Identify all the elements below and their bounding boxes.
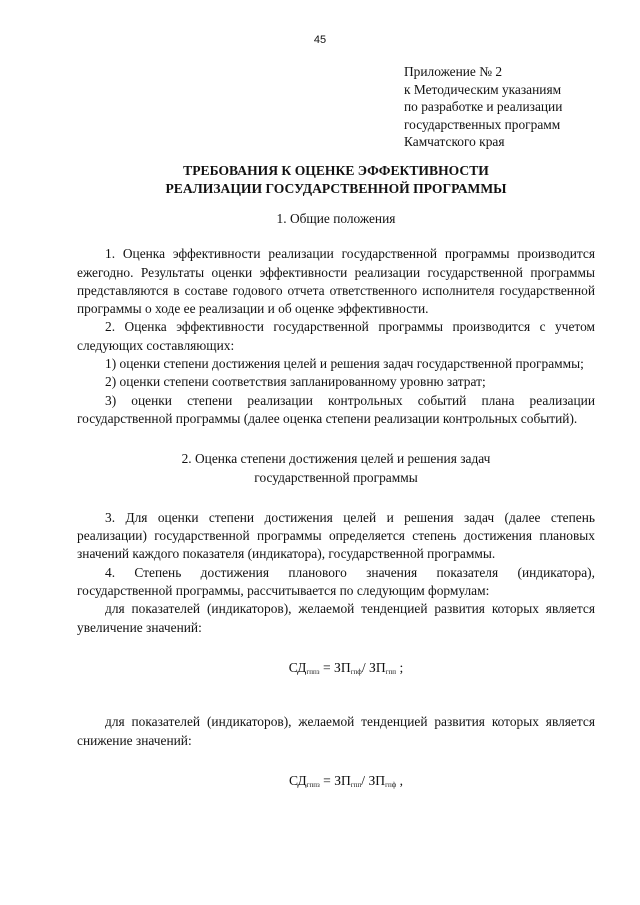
appendix-line: государственных программ bbox=[404, 116, 561, 132]
paragraph-4: 4. Степень достижения планового значения показателя (индикатора), государственной программы, рассчитывается по следующим формулам: bbox=[77, 564, 595, 599]
formula-operator: = bbox=[319, 772, 335, 788]
appendix-line: по разработке и реализации bbox=[404, 99, 563, 115]
document-title bbox=[77, 162, 595, 197]
list-item: 2) оценки степени соответствия запланированному уровню затрат; bbox=[105, 374, 486, 390]
list-item: 3) оценки степени реализации контрольных событий плана реализации государственной программы (далее оценка степени реализации контрольных событий). bbox=[77, 392, 595, 426]
paragraph-increase: для показателей (индикаторов), желаемой тенденцией развития которых является увеличение значений: bbox=[77, 601, 595, 635]
formula-subscript: гппз bbox=[306, 780, 320, 789]
formula-term: ЗП bbox=[334, 659, 351, 675]
paragraph-decrease: для показателей (индикаторов), желаемой тенденцией развития которых является снижение значений: bbox=[77, 714, 595, 748]
formula-term: СД bbox=[288, 659, 307, 675]
formula-operator: / bbox=[361, 772, 369, 788]
section-2-title bbox=[77, 450, 595, 487]
formula-term: СД bbox=[288, 772, 307, 788]
appendix-note bbox=[404, 63, 624, 151]
formula-punctuation: , bbox=[396, 772, 404, 788]
appendix-line: к Методическим указаниям bbox=[404, 81, 562, 97]
formula-decrease bbox=[77, 772, 595, 794]
formula-operator: / bbox=[361, 659, 370, 675]
formula-subscript: гпф bbox=[350, 667, 362, 676]
formula-term: ЗП bbox=[334, 772, 351, 788]
paragraph-3: 3. Для оценки степени достижения целей и решения задач (далее степень реализации) государственной программы определяется степень достижения плановых значений каждого показателя (индикатора), государственной программы. bbox=[77, 509, 595, 562]
paragraph-1: 1. Оценка эффективности реализации государственной программы производится ежегодно. Результаты оценки эффективности реализации государственной программы представляются в составе годового отчета ответственного исполнителя государственной программы о ходе ее реализации и об оценке эффективности. bbox=[77, 246, 595, 317]
formula-term: ЗП bbox=[368, 772, 386, 788]
list-item: 1) оценки степени достижения целей и решения задач государственной программы; bbox=[105, 356, 584, 372]
formula-increase bbox=[77, 659, 595, 681]
formula-subscript: гппз bbox=[306, 667, 320, 676]
appendix-line: Камчатского края bbox=[404, 134, 505, 150]
section-1-title: 1. Общие положения bbox=[276, 211, 396, 226]
formula-operator: = bbox=[319, 659, 335, 675]
section-title-line: государственной программы bbox=[254, 469, 418, 485]
formula-term: ЗП bbox=[369, 659, 386, 675]
section-title-line: 2. Оценка степени достижения целей и решения задач bbox=[181, 451, 491, 467]
formula-subscript: гпф bbox=[385, 780, 397, 789]
document-body bbox=[77, 162, 595, 794]
appendix-line: Приложение № 2 bbox=[404, 64, 503, 79]
formula-punctuation: ; bbox=[396, 659, 404, 675]
formula-subscript: гпп bbox=[350, 780, 362, 789]
formula-subscript: гпп bbox=[385, 667, 397, 676]
title-line: ТРЕБОВАНИЯ К ОЦЕНКЕ ЭФФЕКТИВНОСТИ bbox=[183, 163, 489, 178]
page-number: 45 bbox=[313, 34, 327, 46]
title-line: РЕАЛИЗАЦИИ ГОСУДАРСТВЕННОЙ ПРОГРАММЫ bbox=[165, 180, 507, 196]
paragraph-2: 2. Оценка эффективности государственной программы производится с учетом следующих составляющих: bbox=[77, 319, 595, 353]
